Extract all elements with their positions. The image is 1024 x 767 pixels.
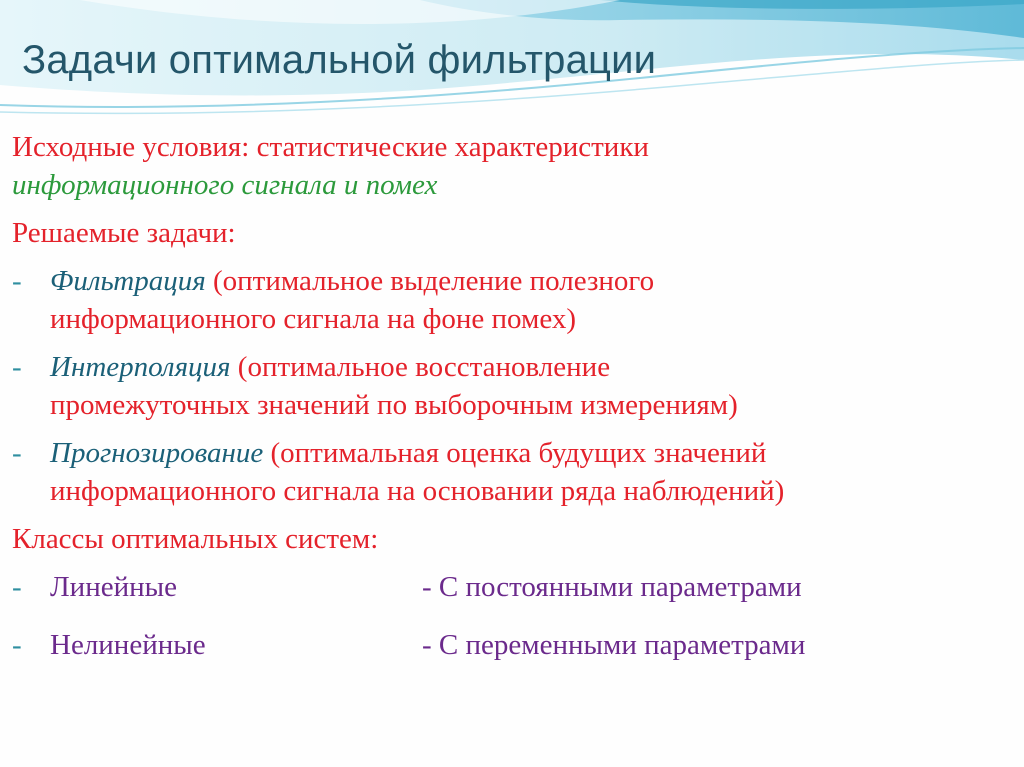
bullet-dash: - xyxy=(12,265,22,297)
task-item-interpolation xyxy=(12,348,1012,424)
task-desc-line1: (оптимальная оценка будущих значений xyxy=(270,437,767,469)
tasks-section xyxy=(12,214,1012,252)
task-desc-line1: (оптимальное восстановление xyxy=(237,351,611,383)
tasks-heading: Решаемые задачи: xyxy=(12,217,236,249)
classes-heading: Классы оптимальных систем: xyxy=(12,523,379,555)
classes-section xyxy=(12,520,1012,558)
class-row-linear xyxy=(12,568,1012,606)
task-item-forecasting xyxy=(12,434,1012,510)
bullet-dash: - xyxy=(12,629,22,661)
class-right-label: - С переменными параметрами xyxy=(422,629,806,661)
task-desc-line2: информационного сигнала на фоне помех) xyxy=(50,303,576,335)
class-row-nonlinear xyxy=(12,626,1012,664)
class-left-label: Линейные xyxy=(50,571,177,603)
slide-content xyxy=(12,128,1012,684)
task-desc-line1: (оптимальное выделение полезного xyxy=(212,265,655,297)
task-item-filtering xyxy=(12,262,1012,338)
task-term: Прогнозирование xyxy=(50,437,264,469)
bullet-dash: - xyxy=(12,437,22,469)
initial-conditions-label: Исходные условия: статистические характеристики xyxy=(12,131,649,163)
slide-title: Задачи оптимальной фильтрации xyxy=(22,38,657,82)
task-desc-line2: информационного сигнала на основании ряда наблюдений) xyxy=(50,475,785,507)
task-term: Интерполяция xyxy=(50,351,231,383)
initial-conditions-detail: информационного сигнала и помех xyxy=(12,169,438,201)
class-right-label: - С постоянными параметрами xyxy=(422,571,802,603)
bullet-dash: - xyxy=(12,351,22,383)
class-left-label: Нелинейные xyxy=(50,629,206,661)
task-term: Фильтрация xyxy=(50,265,206,297)
task-desc-line2: промежуточных значений по выборочным измерениям) xyxy=(50,389,738,421)
initial-conditions xyxy=(12,128,1012,204)
bullet-dash: - xyxy=(12,571,22,603)
